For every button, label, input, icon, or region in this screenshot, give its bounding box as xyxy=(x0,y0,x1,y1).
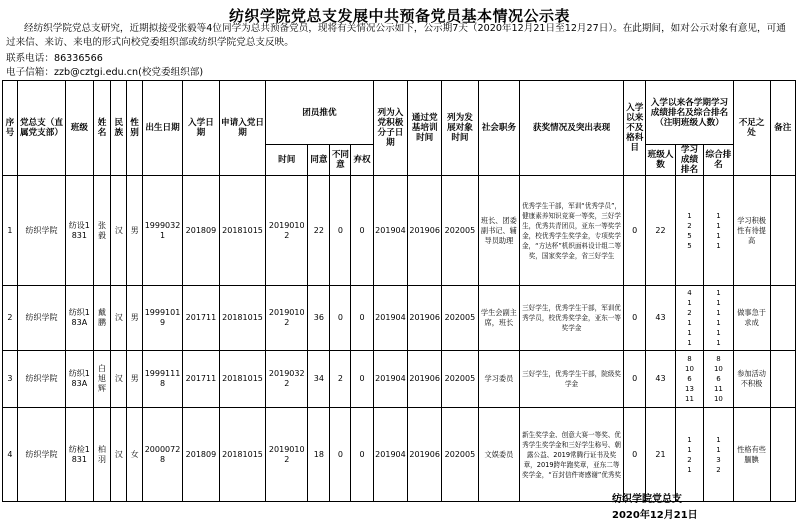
cell-shortcoming: 参加活动不积极 xyxy=(733,351,770,408)
header-branch: 党总支（直属党支部） xyxy=(17,81,65,176)
cell-gender: 男 xyxy=(127,286,143,351)
cell-class-size: 43 xyxy=(646,351,675,408)
cell-seq: 2 xyxy=(3,286,18,351)
cell-gender: 男 xyxy=(127,351,143,408)
header-class-size: 班级人数 xyxy=(646,145,675,176)
header-ranking: 入学以来各学期学习成绩排名及综合排名（注明班级人数） xyxy=(646,81,733,145)
cell-gender: 男 xyxy=(127,176,143,286)
header-study-rank: 学习成绩排名 xyxy=(675,145,703,176)
cell-shortcoming: 做事急于求成 xyxy=(733,286,770,351)
table-row xyxy=(3,286,796,351)
header-enroll: 入学日期 xyxy=(183,81,220,176)
cell-name: 张毅 xyxy=(93,176,111,286)
header-training: 通过党基培训时间 xyxy=(408,81,442,176)
cell-seq: 1 xyxy=(3,176,18,286)
phone-label: 联系电话： xyxy=(6,53,54,64)
cell-activist: 201904 xyxy=(373,286,408,351)
email-line xyxy=(6,66,203,80)
cell-failed: 0 xyxy=(624,351,646,408)
contact-block xyxy=(6,52,203,80)
cell-remark xyxy=(770,408,795,502)
header-rec-disagree: 不同意 xyxy=(330,145,351,176)
cell-enroll: 201809 xyxy=(183,176,220,286)
cell-duty: 文娱委员 xyxy=(478,408,519,502)
intro-paragraph xyxy=(6,22,794,50)
cell-activist: 201904 xyxy=(373,351,408,408)
cell-class: 纺织183A xyxy=(66,351,93,408)
intro-text: 经纺织学院党总支研究，近期拟接受张毅等4位同学为总共预备党员，现将有关情况公示如下，公示期7天（2020年12月21日至12月27日）。在此期间，如对公示对象有意见，可通过来信、来访、来电的形式向校党委组织部或纺织学院党总支反映。 xyxy=(6,23,786,48)
cell-apply: 20181015 xyxy=(219,286,265,351)
header-shortcoming: 不足之处 xyxy=(733,81,770,176)
cell-training: 201906 xyxy=(408,351,442,408)
header-ethnic: 民族 xyxy=(111,81,127,176)
cell-apply: 20181015 xyxy=(219,351,265,408)
cell-disagree: 2 xyxy=(330,351,351,408)
cell-ethnic: 汉 xyxy=(111,351,127,408)
header-rec-time: 时间 xyxy=(266,145,308,176)
cell-branch: 纺织学院 xyxy=(17,408,65,502)
cell-ethnic: 汉 xyxy=(111,176,127,286)
header-gender: 性别 xyxy=(127,81,143,176)
cell-birth: 19991118 xyxy=(143,351,183,408)
cell-class: 纺织183A xyxy=(66,286,93,351)
cell-remark xyxy=(770,351,795,408)
cell-name: 白旭辉 xyxy=(93,351,111,408)
cell-branch: 纺织学院 xyxy=(17,351,65,408)
cell-study-rank: 8 10 6 13 11 xyxy=(675,351,703,408)
phone-line xyxy=(6,52,203,66)
candidates-table xyxy=(2,80,796,502)
header-name: 姓名 xyxy=(93,81,111,176)
table-row xyxy=(3,408,796,502)
signature-org: 纺织学院党总支 xyxy=(612,494,682,505)
header-activist: 列为入党积极分子日期 xyxy=(373,81,408,176)
cell-study-rank: 1 2 5 5 xyxy=(675,176,703,286)
cell-training: 201906 xyxy=(408,286,442,351)
cell-training: 201906 xyxy=(408,176,442,286)
email-label: 电子信箱： xyxy=(6,67,54,78)
cell-failed: 0 xyxy=(624,176,646,286)
cell-failed: 0 xyxy=(624,286,646,351)
cell-ethnic: 汉 xyxy=(111,408,127,502)
cell-target: 202005 xyxy=(442,351,479,408)
cell-ethnic: 汉 xyxy=(111,286,127,351)
cell-class: 纺检1831 xyxy=(66,408,93,502)
cell-enroll: 201809 xyxy=(183,408,220,502)
cell-branch: 纺织学院 xyxy=(17,176,65,286)
header-overall-rank: 综合排名 xyxy=(704,145,733,176)
cell-enroll: 201711 xyxy=(183,286,220,351)
header-awards: 获奖情况及突出表现 xyxy=(519,81,623,176)
header-birth: 出生日期 xyxy=(143,81,183,176)
cell-abstain: 0 xyxy=(351,408,373,502)
cell-apply: 20181015 xyxy=(219,176,265,286)
cell-class-size: 22 xyxy=(646,176,675,286)
header-failed: 入学以来不及格科目 xyxy=(624,81,646,176)
header-duty: 社会职务 xyxy=(478,81,519,176)
cell-abstain: 0 xyxy=(351,351,373,408)
cell-awards: 优秀学生干部，军训“优秀学员”，健康素养知识竞赛一等奖，三好学生，优秀共青团员，亚东一等奖学金，校优秀学生奖学金，专项奖学金，“方达杯”机织面料设计组二等奖，国家奖学金，省三好学生 xyxy=(519,176,623,286)
cell-shortcoming: 学习积极性有待提高 xyxy=(733,176,770,286)
cell-awards: 三好学生，优秀学生干部，院级奖学金 xyxy=(519,351,623,408)
cell-study-rank: 1 1 2 1 xyxy=(675,408,703,502)
cell-rec-time: 20190102 xyxy=(266,286,308,351)
signature-date: 2020年12月21日 xyxy=(612,510,698,521)
cell-overall-rank: 8 10 6 11 10 xyxy=(704,351,733,408)
cell-disagree: 0 xyxy=(330,176,351,286)
cell-seq: 3 xyxy=(3,351,18,408)
cell-target: 202005 xyxy=(442,408,479,502)
cell-name: 戴鹏 xyxy=(93,286,111,351)
cell-activist: 201904 xyxy=(373,176,408,286)
cell-rec-time: 20190102 xyxy=(266,408,308,502)
cell-class-size: 43 xyxy=(646,286,675,351)
header-seq: 序号 xyxy=(3,81,18,176)
page-title: 纺织学院党总支发展中共预备党员基本情况公示表 xyxy=(228,7,570,25)
cell-agree: 22 xyxy=(308,176,330,286)
cell-target: 202005 xyxy=(442,176,479,286)
cell-gender: 女 xyxy=(127,408,143,502)
cell-rec-time: 20190102 xyxy=(266,176,308,286)
email-address[interactable]: zzb@cztgi.edu.cn(校党委组织部) xyxy=(53,67,204,78)
cell-class-size: 21 xyxy=(646,408,675,502)
cell-duty: 学生会副主席，班长 xyxy=(478,286,519,351)
cell-abstain: 0 xyxy=(351,286,373,351)
cell-branch: 纺织学院 xyxy=(17,286,65,351)
cell-birth: 20000728 xyxy=(143,408,183,502)
cell-disagree: 0 xyxy=(330,408,351,502)
cell-study-rank: 4 1 2 1 1 1 xyxy=(675,286,703,351)
header-remark: 备注 xyxy=(770,81,795,176)
header-class: 班级 xyxy=(66,81,93,176)
header-apply: 申请入党日期 xyxy=(219,81,265,176)
cell-shortcoming: 性格有些腼腆 xyxy=(733,408,770,502)
cell-agree: 18 xyxy=(308,408,330,502)
cell-birth: 19991019 xyxy=(143,286,183,351)
cell-seq: 4 xyxy=(3,408,18,502)
header-recommend: 团员推优 xyxy=(266,81,373,145)
cell-class: 纺设1831 xyxy=(66,176,93,286)
cell-overall-rank: 1 1 1 1 1 1 xyxy=(704,286,733,351)
cell-enroll: 201711 xyxy=(183,351,220,408)
cell-agree: 36 xyxy=(308,286,330,351)
table-row xyxy=(3,176,796,286)
table-row xyxy=(3,351,796,408)
cell-abstain: 0 xyxy=(351,176,373,286)
header-rec-abstain: 弃权 xyxy=(351,145,373,176)
cell-duty: 班长、团委副书记、辅导员助理 xyxy=(478,176,519,286)
cell-training: 201906 xyxy=(408,408,442,502)
cell-apply: 20181015 xyxy=(219,408,265,502)
header-rec-agree: 同意 xyxy=(308,145,330,176)
cell-birth: 19990321 xyxy=(143,176,183,286)
cell-awards: 三好学生，优秀学生干部，军训优秀学员，校优秀奖学金，亚东一等奖学金 xyxy=(519,286,623,351)
cell-name: 柏羽 xyxy=(93,408,111,502)
cell-activist: 201904 xyxy=(373,408,408,502)
cell-rec-time: 20190322 xyxy=(266,351,308,408)
cell-overall-rank: 1 1 3 2 xyxy=(704,408,733,502)
cell-target: 202005 xyxy=(442,286,479,351)
cell-disagree: 0 xyxy=(330,286,351,351)
header-target: 列为发展对象时间 xyxy=(442,81,479,176)
cell-duty: 学习委员 xyxy=(478,351,519,408)
cell-remark xyxy=(770,176,795,286)
cell-awards: 新生奖学金、创意大赛一等奖、优秀学生奖学金和三好学生称号、朝露公益、2019常腾行证书及奖章，2019跨年跑奖章，亚东二等奖学金，“百封信件寄感谢”优秀奖 xyxy=(519,408,623,502)
cell-agree: 34 xyxy=(308,351,330,408)
cell-remark xyxy=(770,286,795,351)
cell-overall-rank: 1 1 1 1 xyxy=(704,176,733,286)
phone-number: 86336566 xyxy=(53,53,103,64)
cell-failed: 0 xyxy=(624,408,646,502)
